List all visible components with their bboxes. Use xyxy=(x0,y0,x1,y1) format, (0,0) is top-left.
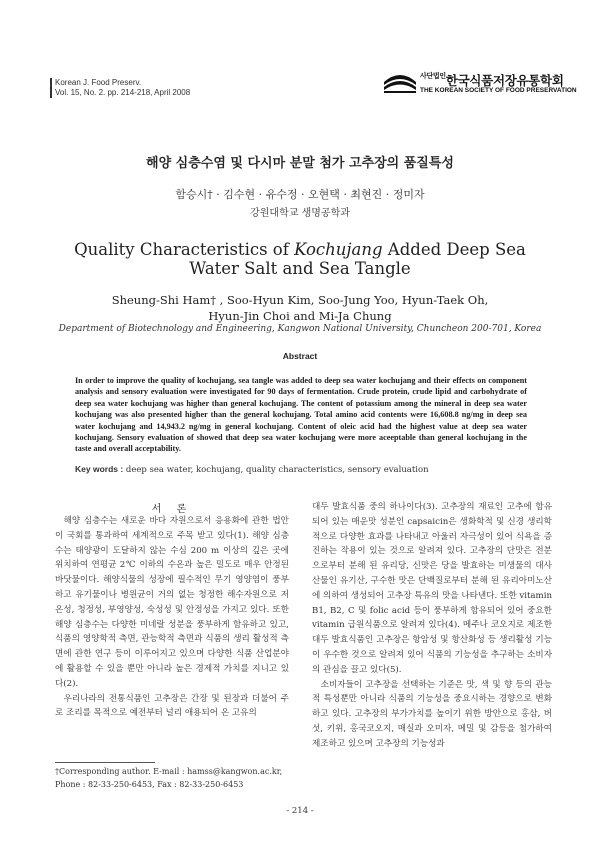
page-number: - 214 - xyxy=(286,806,314,816)
korean-title: 해양 심층수염 및 다시마 분말 첨가 고추장의 품질특성 xyxy=(146,156,454,171)
society-name-kr-text: 한국식품저장유통학회 xyxy=(445,73,564,88)
footnote-line2: Phone : 82-33-250-6453, Fax : 82-33-250-6453 xyxy=(55,779,244,789)
journal-name: Korean J. Food Preserv. xyxy=(55,78,142,87)
paragraph: 대두 발효식품 중의 하나이다(3). 고추장의 재료인 고추에 함유되어 있는 매운맛 성분인 capsaicin은 생화학적 및 신경 생리학적으로 다양한 효과를 나타내고 아울러 자극성이 있어 식욕을 증진하는 작용이 있는 것으로 알려져 있다. 고추장의 단맛은 전분으로부터 분해 된 유리당, 신맛은 당을 발효하는 미생물의 대사산물인 유기산, 구수한 맛은 단백질로부터 분해 된 유리아미노산에 의하여 생성되어 고추장 특유의 맛을 나타낸다. 또한 vitamin B1, B2, C 및 folic acid 등이 풍부하게 함유되어 있어 중요한 vitamin 급원식품으로 알려져 있다(4). 메주나 코오지로 제조한 대두 발효식품인 고추장은 항암성 및 항산화성 등 생리활성 기능이 우수한 것으로 알려져 있어 식품의 기능성을 추구하는 소비자의 관심을 끌고 있다(5). xyxy=(312,502,552,675)
korean-affiliation: 강원대학교 생명공학과 xyxy=(250,208,350,219)
english-title-part1: Quality Characteristics of xyxy=(74,240,295,259)
english-authors-line2: Hyun-Jin Choi and Mi-Ja Chung xyxy=(208,308,392,323)
keywords xyxy=(75,464,527,475)
paragraph: 해양 심층수는 새로운 바다 자원으로서 응용화에 관한 법안이 국회를 통과하여 세계적으로 주목 받고 있다(1). 해양 심층수는 태양광이 도달하지 않는 수심 200 m 이상의 깊은 곳에 위치하여 연평균 2℃ 이하의 수온과 높은 밀도로 매우 안정된 바닷물이다. 해양식물의 성장에 필수적인 무기 영양염이 풍부하고 유기물이나 병원균이 거의 없는 청정한 해수자원으로 저온성, 청정성, 부영양성, 숙성성 및 안정성을 가지고 있다. 또한 해양 심층수는 다양한 미네랄 성분을 풍부하게 함유하고 있고, 식품의 영양학적 측면, 관능학적 측면과 식품의 생리 활성적 측면에 관한 연구 등이 이루어지고 있으며 다양한 식품 산업분야에 활용할 수 있을 뿐만 아니라 높은 경제적 가치를 지니고 있다(2). xyxy=(55,516,289,689)
korean-authors: 함승시† · 김수현 · 유수정 · 오현택 · 최현진 · 정미자 xyxy=(175,188,425,201)
footnote xyxy=(55,766,282,791)
english-title-part3: Added Deep Sea xyxy=(382,240,526,259)
right-column xyxy=(312,500,552,752)
english-authors xyxy=(0,293,600,324)
citation-bar xyxy=(50,78,52,98)
footnote-divider xyxy=(55,762,155,763)
english-title xyxy=(0,240,600,278)
english-title-line1 xyxy=(0,240,600,259)
left-column xyxy=(55,514,289,721)
keywords-label: Key words : xyxy=(75,464,124,474)
society-prefix: 사단법인 xyxy=(420,72,446,80)
journal-volume: Vol. 15, No. 2. pp. 214-218, April 2008 xyxy=(55,88,191,97)
keywords-text: deep sea water, kochujang, quality characteristics, sensory evaluation xyxy=(125,465,429,475)
footnote-line1: †Corresponding author. E-mail : hamss@kangwon.ac.kr, xyxy=(55,767,283,776)
paragraph: 소비자들이 고추장을 선택하는 기준은 맛, 색 및 향 등의 관능적 특성뿐만 아니라 식품의 기능성을 중요시하는 경향으로 변화하고 있다. 고추장의 부가가치를 높이기 위한 방안으로 홍삼, 버섯, 키위, 홍국코오지, 매실과 오미자, 메밀 및 감등을 첨가하여 제조하고 있으며 고추장의 기능성과 xyxy=(312,679,552,749)
journal-citation xyxy=(55,78,190,98)
paragraph: 우리나라의 전통식품인 고추장은 간장 및 된장과 더불어 주로 조리를 목적으로 예전부터 널리 애용되어 온 고유의 xyxy=(55,693,289,719)
english-title-italic: Kochujang xyxy=(294,240,383,259)
english-title-line2: Water Salt and Sea Tangle xyxy=(189,259,411,278)
section-heading-introduction: 서 론 xyxy=(151,504,193,515)
society-name-en: THE KOREAN SOCIETY OF FOOD PRESERVATION xyxy=(420,87,577,94)
abstract-text: In order to improve the quality of kochujang, sea tangle was added to deep sea water kochujang and their effects on component analysis and sensory evaluation were investigated for 90 days of fermentation. Crude protein, crude lipid and carbohydrate of deep sea water kochujang was higher than general kochujang. The content of potassium among the mineral in deep sea water kochujang was also presented higher than the general kochujang. Total amino acid contents were 16,608.8 ng/mg in deep sea water kochujang and 14,943.2 ng/mg in general kochujang. Content of oleic acid had the highest value at deep sea water kochujang. Sensory evaluation of showed that deep sea water kochujang were more aceeptable than general kochujang in the taste and overall acceptability. xyxy=(75,376,527,454)
society-emblem-icon xyxy=(382,72,418,94)
society-logo xyxy=(382,72,577,98)
abstract-heading: Abstract xyxy=(282,351,318,361)
english-affiliation: Department of Biotechnology and Engineering, Kangwon National University, Chuncheon 200-701, Korea xyxy=(58,324,542,334)
english-authors-line1: Sheung-Shi Ham† , Soo-Hyun Kim, Soo-Jung Yoo, Hyun-Taek Oh, xyxy=(111,293,489,307)
